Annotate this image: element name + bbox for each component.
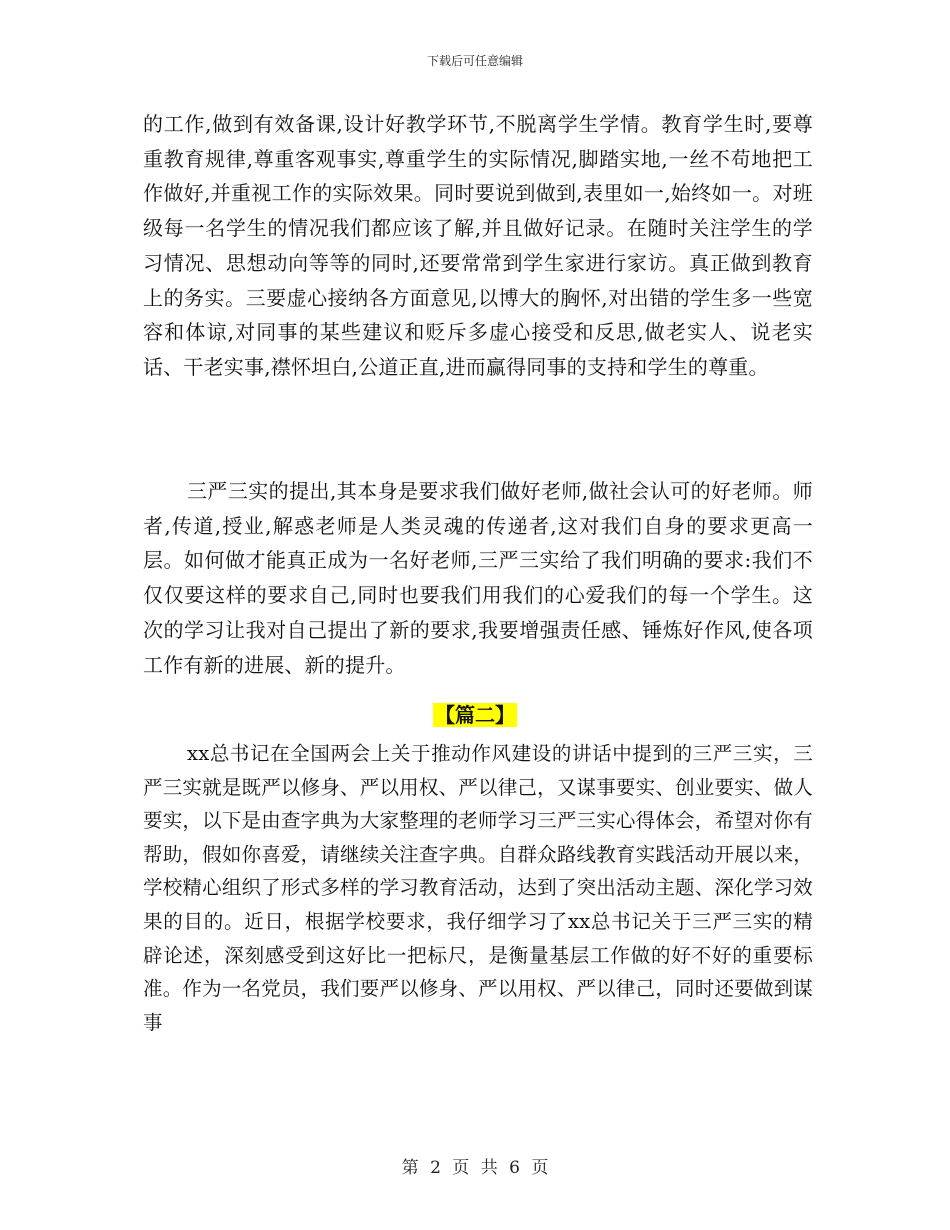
section-heading-label: 【篇二】: [435, 703, 515, 727]
page-header: 下载后可任意编辑: [426, 54, 523, 68]
section-heading: [0, 701, 950, 729]
page-footer: 第 2 页 共 6 页: [401, 1158, 549, 1178]
paragraph-3: xx总书记在全国两会上关于推动作风建设的讲话中提到的三严三实，三严三实就是既严以修身、严以用权、严以律己，又谋事要实、创业要实、做人要实，以下是由查字典为大家整理的老师学习三严三实心得体会，希望对你有帮助，假如你喜爱，请继续关注查字典。自群众路线教育实践活动开展以来，学校精心组织了形式多样的学习教育活动，达到了突出活动主题、深化学习效果的目的。近日，根据学校要求，我仔细学习了xx总书记关于三严三实的精辟论述，深刻感受到这好比一把标尺，是衡量基层工作做的好不好的重要标准。作为一名党员，我们要严以修身、严以用权、严以律己，同时还要做到谋事: [143, 742, 813, 1034]
paragraph-2: 三严三实的提出,其本身是要求我们做好老师,做社会认可的好老师。师者,传道,授业,解惑老师是人类灵魂的传递者,这对我们自身的要求更高一层。如何做才能真正成为一名好老师,三严三实给了我们明确的要求:我们不仅仅要这样的要求自己,同时也要我们用我们的心爱我们的每一个学生。这次的学习让我对自己提出了新的要求,我要增强责任感、锤炼好作风,使各项工作有新的进展、新的提升。: [143, 479, 813, 677]
paragraph-1: 的工作,做到有效备课,设计好教学环节,不脱离学生学情。教育学生时,要尊重教育规律,尊重客观事实,尊重学生的实际情况,脚踏实地,一丝不苟地把工作做好,并重视工作的实际效果。同时要说到做到,表里如一,始终如一。对班级每一名学生的情况我们都应该了解,并且做好记录。在随时关注学生的学习情况、思想动向等等的同时,还要常常到学生家进行家访。真正做到教育上的务实。三要虚心接纳各方面意见,以博大的胸怀,对出错的学生多一些宽容和体谅,对同事的某些建议和贬斥多虚心接受和反思,做老实人、说老实话、干老实事,襟怀坦白,公道正直,进而赢得同事的支持和学生的尊重。: [143, 112, 813, 379]
